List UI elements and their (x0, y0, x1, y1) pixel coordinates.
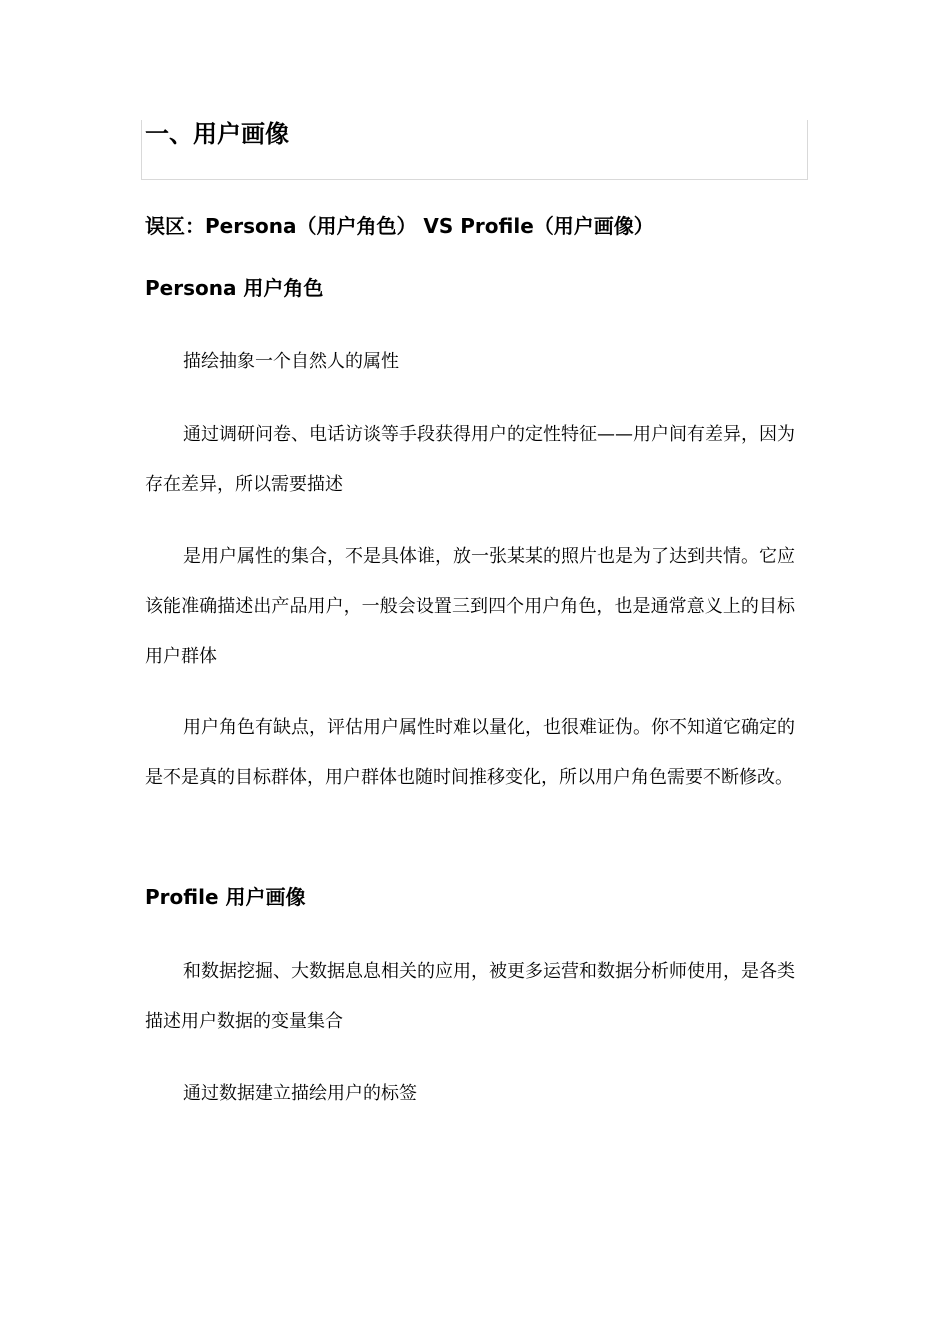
persona-paragraph-3: 是用户属性的集合，不是具体谁，放一张某某的照片也是为了达到共情。它应该能准确描述出产品用户，一般会设置三到四个用户角色，也是通常意义上的目标用户群体 (145, 546, 795, 667)
profile-heading: Profile 用户画像 (145, 885, 306, 909)
persona-paragraph-2: 通过调研问卷、电话访谈等手段获得用户的定性特征——用户间有差异，因为存在差异，所以需要描述 (145, 424, 795, 495)
profile-paragraph-1: 和数据挖掘、大数据息息相关的应用，被更多运营和数据分析师使用，是各类描述用户数据的变量集合 (145, 961, 795, 1032)
misconception-subtitle: 误区：Persona（用户角色） VS Profile（用户画像） (145, 214, 654, 238)
profile-paragraph-2: 通过数据建立描绘用户的标签 (183, 1083, 417, 1104)
persona-heading: Persona 用户角色 (145, 276, 324, 300)
persona-paragraph-4: 用户角色有缺点，评估用户属性时难以量化，也很难证伪。你不知道它确定的是不是真的目标群体，用户群体也随时间推移变化，所以用户角色需要不断修改。 (145, 717, 795, 788)
persona-paragraph-1: 描绘抽象一个自然人的属性 (183, 351, 399, 372)
section-title: 一、用户画像 (145, 120, 289, 148)
